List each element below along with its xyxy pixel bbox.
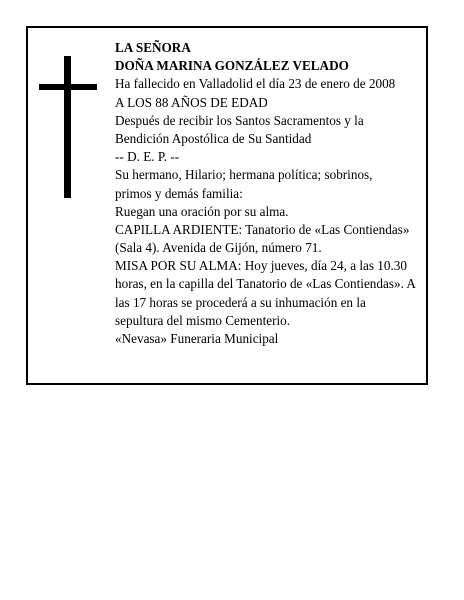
cross-horizontal-bar	[39, 84, 97, 90]
family-line-2: primos y demás familia:	[115, 185, 243, 201]
obituary-notice	[26, 26, 428, 385]
notice-text	[115, 39, 427, 348]
wake-location-line-2: (Sala 4). Avenida de Gijón, número 71.	[115, 240, 322, 256]
sacraments-line-2: Bendición Apostólica de Su Santidad	[115, 130, 312, 146]
wake-location-line-1: CAPILLA ARDIENTE: Tanatorio de «Las Contiendas»	[115, 221, 410, 237]
notice-heading-title: LA SEÑORA	[115, 40, 191, 55]
funeral-home-line: «Nevasa» Funeraria Municipal	[115, 331, 279, 346]
latin-cross-icon	[39, 56, 97, 198]
burial-line-1: las 17 horas se procederá a su inhumación en la	[115, 294, 366, 310]
family-line-1: Su hermano, Hilario; hermana política; sobrinos,	[115, 167, 373, 183]
mass-line-2: horas, en la capilla del Tanatorio de «Las Contiendas». A	[115, 276, 416, 292]
mass-line-1: MISA POR SU ALMA: Hoy jueves, día 24, a las 10.30	[115, 258, 407, 274]
rip-line: -- D. E. P. --	[115, 149, 180, 165]
cross-vertical-bar	[64, 56, 71, 198]
burial-line-2: sepultura del mismo Cementerio.	[115, 312, 291, 328]
sacraments-line-1: Después de recibir los Santos Sacramentos y la	[115, 112, 364, 128]
prayer-request-line: Ruegan una oración por su alma.	[115, 203, 289, 219]
age-line: A LOS 88 AÑOS DE EDAD	[115, 94, 268, 110]
deceased-name: DOÑA MARINA GONZÁLEZ VELADO	[115, 58, 349, 74]
death-date-line: Ha fallecido en Valladolid el día 23 de enero de 2008	[115, 76, 396, 92]
